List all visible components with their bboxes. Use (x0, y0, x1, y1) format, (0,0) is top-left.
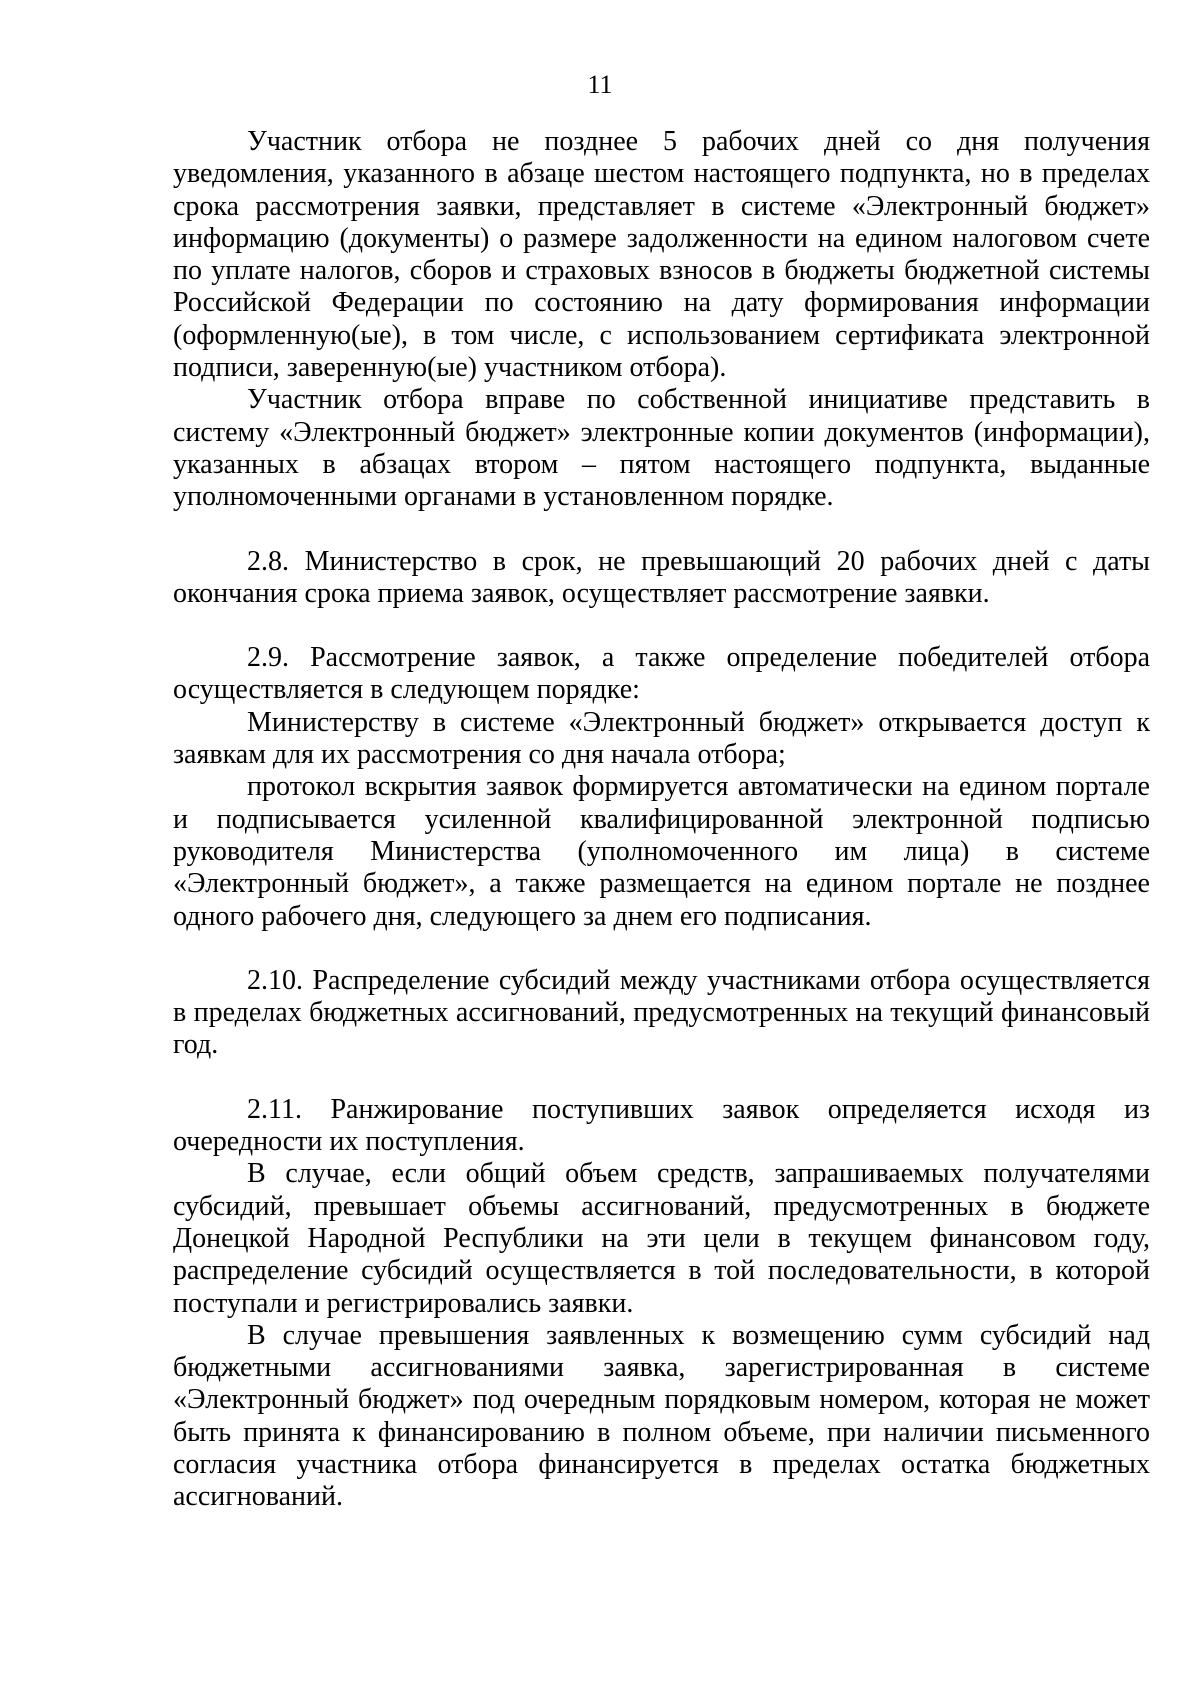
paragraph-2-11: 2.11. Ранжирование поступивших заявок определяется исходя из очередности их поступления. (173, 1093, 1150, 1158)
paragraph-2-10: 2.10. Распределение субсидий между участниками отбора осуществляется в пределах бюджетных ассигнований, предусмотренных на текущий финансовый год. (173, 964, 1150, 1061)
document-body (173, 126, 1150, 1514)
paragraph-2-9-protocol: протокол вскрытия заявок формируется автоматически на едином портале и подписывается усиленной квалифицированной электронной подписью руководителя Министерства (уполномоченного им лица) в системе «Электронный бюджет», а также размещается на едином портале не позднее одного рабочего дня, следующего за днем его подписания. (173, 771, 1150, 932)
paragraph-2-8: 2.8. Министерство в срок, не превышающий 20 рабочих дней с даты окончания срока приема заявок, осуществляет рассмотрение заявки. (173, 545, 1150, 609)
paragraph-2-9-access: Министерству в системе «Электронный бюджет» открывается доступ к заявкам для их рассмотрения со дня начала отбора; (173, 706, 1150, 771)
paragraph-participant-debt-info: Участник отбора не позднее 5 рабочих дней со дня получения уведомления, указанного в абзаце шестом настоящего подпункта, но в пределах срока рассмотрения заявки, представляет в системе «Электронный бюджет» информацию (документы) о размере задолженности на едином налоговом счете по уплате налогов, сборов и страховых взносов в бюджеты бюджетной системы Российской Федерации по состоянию на дату формирования информации (оформленную(ые), в том числе, с использованием сертификата электронной подписи, заверенную(ые) участником отбора). (173, 126, 1150, 384)
page-number: 11 (587, 70, 613, 99)
paragraph-2-9: 2.9. Рассмотрение заявок, а также определение победителей отбора осуществляется в следующем порядке: (173, 642, 1150, 706)
paragraph-participant-own-initiative: Участник отбора вправе по собственной инициативе представить в систему «Электронный бюджет» электронные копии документов (информации), указанных в абзацах втором – пятом настоящего подпункта, выданные уполномоченными органами в установленном порядке. (173, 384, 1150, 513)
paragraph-2-11-partial-financing: В случае превышения заявленных к возмещению сумм субсидий над бюджетными ассигнованиями заявка, зарегистрированная в системе «Электронный бюджет» под очередным порядковым номером, которая не может быть принята к финансированию в полном объеме, при наличии письменного согласия участника отбора финансируется в пределах остатка бюджетных ассигнований. (173, 1319, 1150, 1513)
paragraph-2-11-excess-volume: В случае, если общий объем средств, запрашиваемых получателями субсидий, превышает объемы ассигнований, предусмотренных в бюджете Донецкой Народной Республики на эти цели в текущем финансовом году, распределение субсидий осуществляется в той последовательности, в которой поступали и регистрировались заявки. (173, 1158, 1150, 1319)
